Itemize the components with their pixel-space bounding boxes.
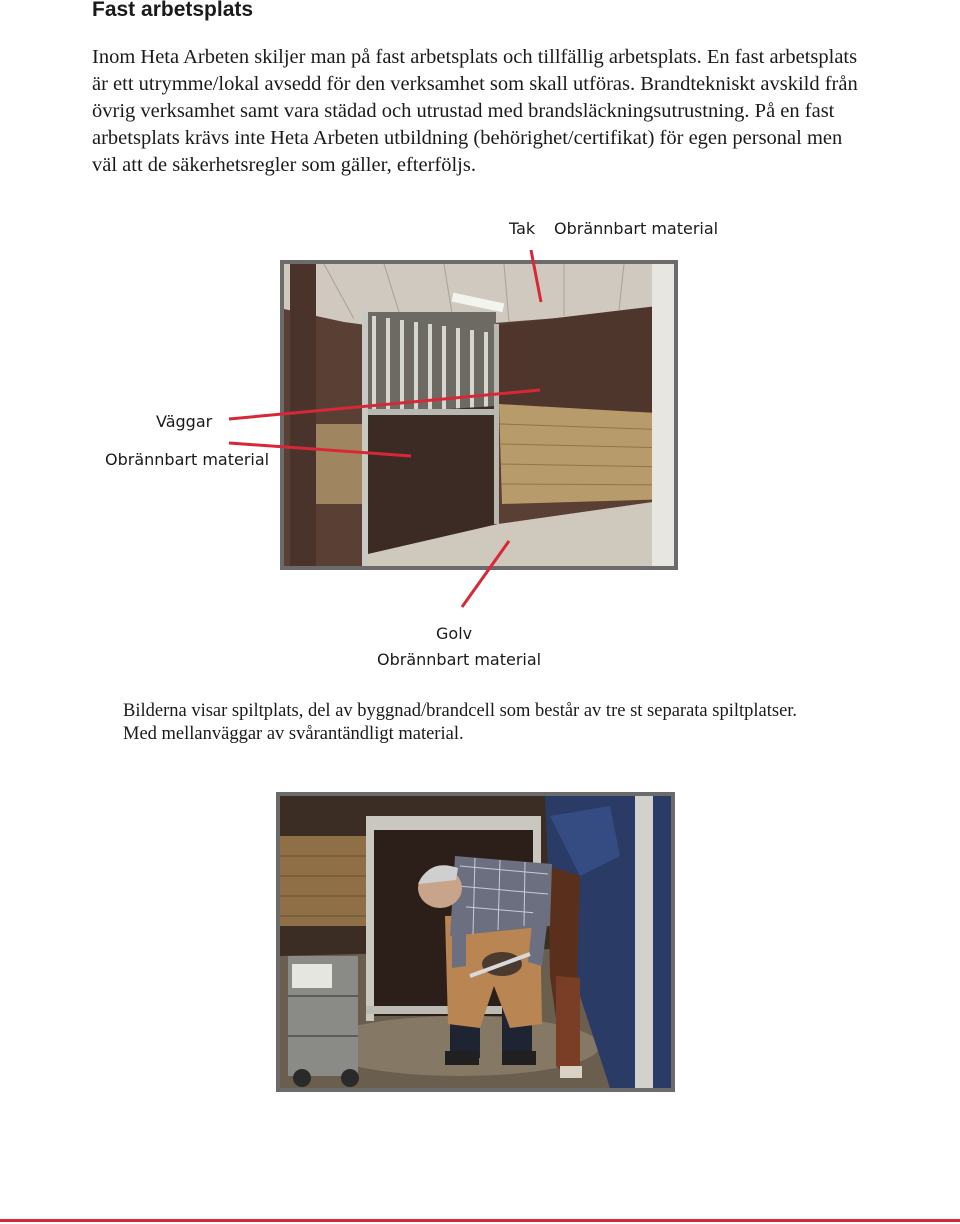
leader-roof xyxy=(531,250,541,302)
label-walls: Väggar xyxy=(156,412,213,431)
farrier-photo xyxy=(276,792,675,1092)
leader-floor xyxy=(462,541,509,607)
footer-rule xyxy=(0,1219,960,1222)
label-walls-material: Obrännbart material xyxy=(105,450,270,469)
label-roof-material: Obrännbart material xyxy=(554,219,719,238)
label-roof: Tak xyxy=(509,219,536,238)
label-floor: Golv xyxy=(436,624,473,643)
page-title: Fast arbetsplats xyxy=(92,0,254,21)
caption-line-1: Bilderna visar spiltplats, del av byggnad/brandcell som består av tre st separata spiltplatser. xyxy=(123,701,798,721)
leader-walls-upper xyxy=(229,390,540,419)
label-floor-material: Obrännbart material xyxy=(377,650,542,669)
farrier-illustration xyxy=(280,796,671,1088)
caption-line-2: Med mellanväggar av svårantändligt material. xyxy=(123,724,464,744)
intro-paragraph: Inom Heta Arbeten skiljer man på fast arbetsplats och tillfällig arbetsplats. En fast arbetsplats är ett utrymme/lokal avsedd för den verksamhet som skall utföras. Brandtekniskt avskild från övrig verksamhet samt vara städad och utrustad med brandsläckningsutrustning. På en fast arbetsplats krävs inte Heta Arbeten utbildning (behörighet/certifikat) för egen personal men väl att de säkerhetsregler som gäller, efterföljs. xyxy=(92,46,858,176)
photo-caption xyxy=(123,700,863,746)
